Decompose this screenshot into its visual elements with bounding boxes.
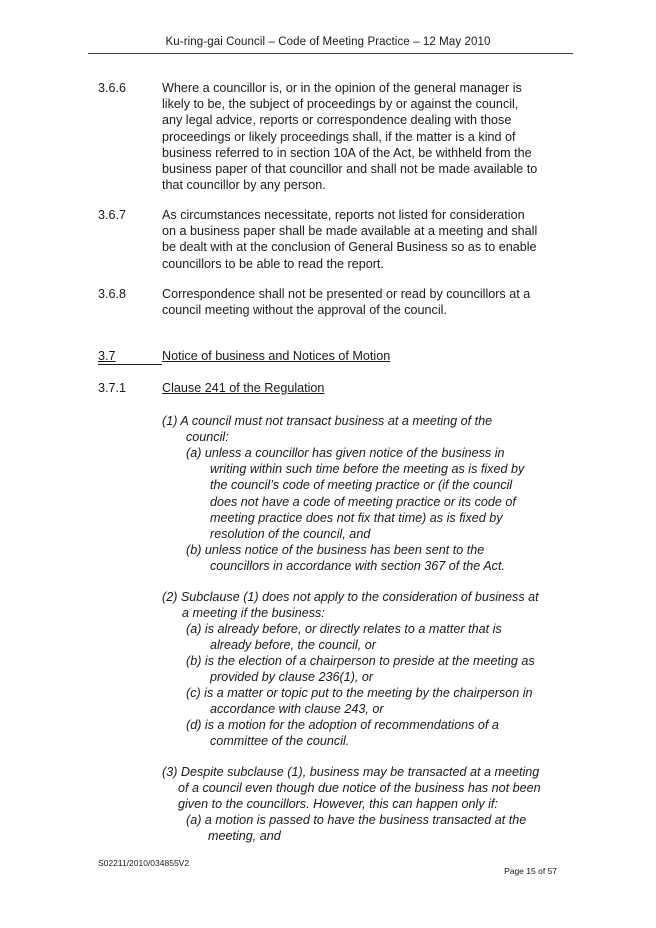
text-line: (a) a motion is passed to have the business transacted at the — [186, 813, 527, 827]
section-number: 3.7 — [98, 349, 116, 363]
text-line: any legal advice, reports or correspondence dealing with those — [162, 113, 512, 128]
clause-text — [162, 286, 568, 318]
text-line: (2) Subclause (1) does not apply to the consideration of business at — [162, 590, 539, 604]
text-line: council: — [186, 430, 229, 445]
text-line: the council’s code of meeting practice or (if the council — [210, 478, 513, 493]
heading-underline — [98, 364, 162, 365]
subsection-number: 3.7.1 — [98, 381, 127, 395]
text-line: be dealt with at the conclusion of General Business so as to enable — [162, 240, 537, 255]
text-line: (a) unless a councillor has given notice of the business in — [186, 446, 505, 460]
text-line: business paper of that councillor and shall not be made available to — [162, 162, 538, 177]
clause-1-a — [186, 445, 576, 542]
text-line: writing within such time before the meeting as is fixed by — [210, 462, 525, 477]
text-line: Where a councillor is, or in the opinion of the general manager is — [162, 81, 522, 95]
subsection-heading-3-7-1 — [98, 381, 324, 395]
header-divider — [88, 53, 573, 54]
text-line: proceedings or likely proceedings shall, if the matter is a kind of — [162, 129, 516, 144]
clause-3-6-8 — [98, 286, 568, 318]
clause-text — [162, 207, 568, 272]
text-line: a meeting if the business: — [182, 606, 325, 621]
clause-number: 3.6.6 — [98, 81, 127, 95]
text-line: (b) is the election of a chairperson to preside at the meeting as — [186, 654, 535, 668]
text-line: meeting, and — [208, 829, 281, 844]
text-line: council meeting without the approval of the council. — [162, 303, 447, 318]
clause-3-6-7 — [98, 207, 568, 272]
clause-3-6-6 — [98, 80, 568, 193]
clause-2 — [162, 589, 576, 621]
text-line: given to the councillors. However, this can happen only if: — [178, 797, 498, 812]
section-title: Notice of business and Notices of Motion — [162, 349, 391, 363]
text-line: on a business paper shall be made available at a meeting and shall — [162, 224, 538, 239]
text-line: councillors in accordance with section 367 of the Act. — [210, 559, 505, 574]
clause-text — [162, 80, 568, 193]
clause-2-a — [186, 621, 576, 653]
text-line: (3) Despite subclause (1), business may be transacted at a meeting — [162, 765, 540, 779]
text-line: Correspondence shall not be presented or read by councillors at a — [162, 287, 531, 301]
clause-2-b — [186, 653, 576, 685]
subsection-title: Clause 241 of the Regulation — [162, 381, 325, 395]
text-line: (d) is a motion for the adoption of recommendations of a — [186, 718, 499, 732]
clause-1 — [162, 413, 572, 445]
text-line: (c) is a matter or topic put to the meeting by the chairperson in — [186, 686, 533, 700]
text-line: already before, the council, or — [210, 638, 376, 653]
text-line: provided by clause 236(1), or — [210, 670, 374, 685]
text-line: that councillor by any person. — [162, 178, 326, 193]
document-reference: S02211/2010/034855V2 — [98, 858, 190, 868]
text-line: accordance with clause 243, or — [210, 702, 384, 717]
text-line: meeting practice does not fix that time) as is fixed by — [210, 510, 503, 525]
clause-number: 3.6.8 — [98, 287, 127, 301]
clause-2-d — [186, 717, 576, 749]
clause-3-a — [186, 812, 576, 844]
text-line: committee of the council. — [210, 734, 350, 749]
clause-2-c — [186, 685, 576, 717]
clause-number: 3.6.7 — [98, 208, 127, 222]
text-line: (a) is already before, or directly relates to a matter that is — [186, 622, 502, 636]
page-number: Page 15 of 57 — [504, 866, 557, 876]
text-line: resolution of the council, and — [210, 527, 371, 542]
text-line: business referred to in section 10A of the Act, be withheld from the — [162, 145, 532, 160]
text-line: (1) A council must not transact business at a meeting of the — [162, 414, 493, 428]
text-line: likely to be, the subject of proceedings by or against the council, — [162, 97, 519, 112]
text-line: councillors to be able to read the report. — [162, 256, 384, 271]
text-line: does not have a code of meeting practice or its code of — [210, 494, 516, 509]
text-line: (b) unless notice of the business has been sent to the — [186, 543, 485, 557]
clause-1-b — [186, 542, 576, 574]
text-line: As circumstances necessitate, reports not listed for consideration — [162, 208, 525, 222]
section-heading-3-7 — [98, 349, 390, 363]
document-title: Ku-ring-gai Council – Code of Meeting Practice – 12 May 2010 — [165, 36, 491, 48]
clause-3 — [162, 764, 576, 813]
text-line: of a council even though due notice of the business has not been — [178, 781, 541, 796]
